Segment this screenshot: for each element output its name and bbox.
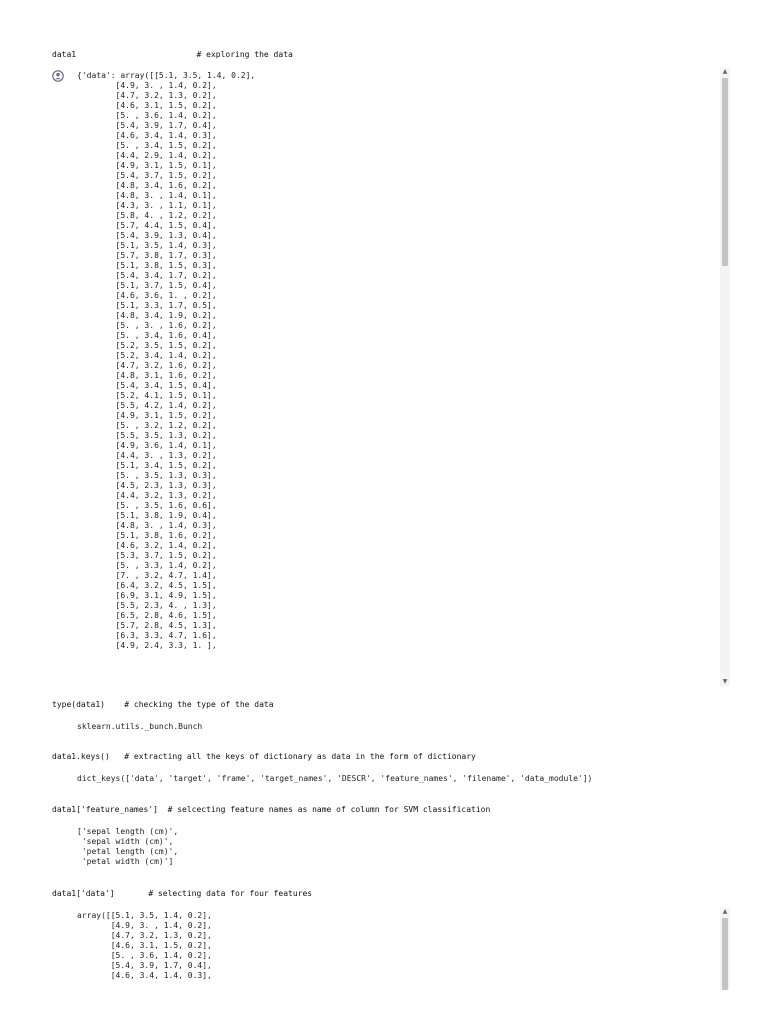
cell-4-output: ['sepal length (cm)', 'sepal width (cm)', 'petal length (cm)', 'petal width (cm)'] (77, 827, 179, 866)
cell-1-output-area[interactable] (44, 68, 730, 686)
cell-5-output-area[interactable] (44, 908, 730, 990)
cell-1-output: {'data': array([[5.1, 3.5, 1.4, 0.2], [4.9, 3. , 1.4, 0.2], [4.7, 3.2, 1.3, 0.2], [4.6, 3.1, 1.5, 0.2], [5. , 3.6, 1.4, 0.2], [5.4, 3.9, 1.7, 0.4], [4.6, 3.4, 1.4, 0.3], [5. , 3.4, 1.5, 0.2], [4.4, 2.9, 1.4, 0.2], [4.9, 3.1, 1.5, 0.1], [5.4, 3.7, 1.5, 0.2], [4.8, 3.4, 1.6, 0.2], [4.8, 3. , 1.4, 0.1], [4.3, 3. , 1.1, 0.1], [5.8, 4. , 1.2, 0.2], [5.7, 4.4, 1.5, 0.4], [5.4, 3.9, 1.3, 0.4], [5.1, 3.5, 1.4, 0.3], [5.7, 3.8, 1.7, 0.3], [5.1, 3.8, 1.5, 0.3], [5.4, 3.4, 1.7, 0.2], [5.1, 3.7, 1.5, 0.4], [4.6, 3.6, 1. , 0.2], [5.1, 3.3, 1.7, 0.5], [4.8, 3.4, 1.9, 0.2], [5. , 3. , 1.6, 0.2], [5. , 3.4, 1.6, 0.4], [5.2, 3.5, 1.5, 0.2], [5.2, 3.4, 1.4, 0.2], [4.7, 3.2, 1.6, 0.2], [4.8, 3.1, 1.6, 0.2], [5.4, 3.4, 1.5, 0.4], [5.2, 4.1, 1.5, 0.1], [5.5, 4.2, 1.4, 0.2], [4.9, 3.1, 1.5, 0.2], [5. , 3.2, 1.2, 0.2], [5.5, 3.5, 1.3, 0.2], [4.9, 3.6, 1.4, 0.1], [4.4, 3. , 1.3, 0.2], [5.1, 3.4, 1.5, 0.2], [5. , 3.5, 1.3, 0.3], [4.5, 2.3, 1.3, 0.3], [4.4, 3.2, 1.3, 0.2], [5. , 3.5, 1.6, 0.6], [5.1, 3.8, 1.9, 0.4], [4.8, 3. , 1.4, 0.3], [5.1, 3.8, 1.6, 0.2], [4.6, 3.2, 1.4, 0.2], [5.3, 3.7, 1.5, 0.2], [5. , 3.3, 1.4, 0.2], [7. , 3.2, 4.7, 1.4], [6.4, 3.2, 4.5, 1.5], [6.9, 3.1, 4.9, 1.5], [5.5, 2.3, 4. , 1.3], [6.5, 2.8, 4.6, 1.5], [5.7, 2.8, 4.5, 1.3], [6.3, 3.3, 4.7, 1.6], [4.9, 2.4, 3.3, 1. ], (77, 71, 256, 650)
cell-2-input[interactable]: type(data1) # checking the type of the data (52, 700, 274, 709)
cell-2-output: sklearn.utils._bunch.Bunch (77, 722, 203, 731)
cell-5-output: array([[5.1, 3.5, 1.4, 0.2], [4.9, 3. , 1.4, 0.2], [4.7, 3.2, 1.3, 0.2], [4.6, 3.1, 1.5, 0.2], [5. , 3.6, 1.4, 0.2], [5.4, 3.9, 1.7, 0.4], [4.6, 3.4, 1.4, 0.3], (77, 911, 212, 980)
scrollbar-thumb[interactable] (722, 78, 728, 266)
cell-3-input[interactable]: data1.keys() # extracting all the keys of dictionary as data in the form of dictionary (52, 752, 476, 761)
scroll-up-arrow[interactable]: ▲ (722, 908, 728, 915)
scroll-down-arrow[interactable]: ▼ (722, 678, 728, 685)
cell-1-input[interactable]: data1 # exploring the data (52, 50, 293, 59)
scroll-up-arrow[interactable]: ▲ (722, 68, 728, 75)
cell-5-input[interactable]: data1['data'] # selecting data for four features (52, 889, 313, 898)
cell-5-scrollbar[interactable] (720, 908, 730, 990)
cell-3-output: dict_keys(['data', 'target', 'frame', 'target_names', 'DESCR', 'feature_names', 'filename', 'data_module']) (77, 774, 593, 783)
cell-1-scrollbar[interactable] (720, 68, 730, 686)
cell-4-input[interactable]: data1['feature_names'] # selcecting feature names as name of column for SVM classification (52, 805, 491, 814)
output-toggle-icon[interactable] (52, 70, 64, 82)
scrollbar-thumb[interactable] (722, 918, 728, 990)
